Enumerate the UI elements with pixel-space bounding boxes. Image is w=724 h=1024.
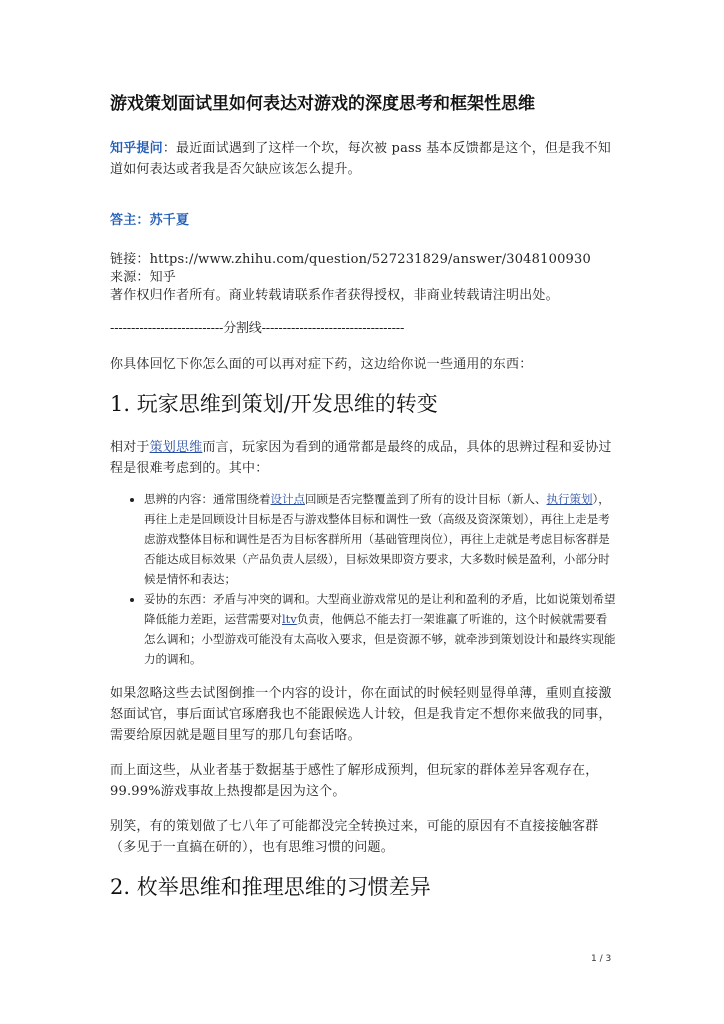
intro-paragraph: 你具体回忆下你怎么面的可以再对症下药，这边给你说一些通用的东西： bbox=[110, 357, 533, 372]
bullet1-text-b: 回顾是否完整覆盖到了所有的设计目标（新人、 bbox=[305, 492, 547, 506]
question-paragraph bbox=[110, 138, 616, 180]
separator-line: ---------------------------分割线---------------------------------- bbox=[110, 321, 405, 336]
document-title: 游戏策划面试里如何表达对游戏的深度思考和框架性思维 bbox=[110, 94, 535, 114]
question-label: 知乎提问 bbox=[110, 141, 163, 156]
section1-paragraph2: 如果忽略这些去试图倒推一个内容的设计，你在面试的时候轻则显得单薄，重则直接激怒面试官，事后面试官琢磨我也不能跟候选人计较，但是我肯定不想你来做我的同事，需要给原因就是题目里写的那几句套话咯。 bbox=[110, 686, 612, 743]
bullet2-text-a: 妥协的东西：矛盾与冲突的调和。大型商业游戏常见的是让利和盈利的矛盾，比如说策划希望降低能力差距，运营需要对 bbox=[144, 592, 616, 626]
section1-paragraph1 bbox=[110, 437, 616, 479]
executive-planner-link[interactable]: 执行策划 bbox=[546, 492, 593, 506]
bullet-deliberation bbox=[144, 489, 616, 589]
ltv-link[interactable]: ltv bbox=[282, 612, 297, 626]
section1-p1-text-b: 而言，玩家因为看到的通常都是最终的成品，具体的思辨过程和妥协过程是很难考虑到的。其中： bbox=[110, 440, 612, 476]
section1-p1-text-a: 相对于 bbox=[110, 440, 150, 455]
section1-heading: 1. 玩家思维到策划/开发思维的转变 bbox=[110, 392, 438, 416]
meta-link: 链接：https://www.zhihu.com/question/527231829/answer/3048100930 bbox=[110, 252, 591, 267]
bullet1-text-c: ），再往上走是回顾设计目标是否与游戏整体目标和调性一致（高级及资深策划），再往上走是考虑游戏整体目标和调性是否为目标客群所用（基础管理岗位），再往上走就是考虑目标客群是否能达成目标效果（产品负责人层级），目标效果即资方要求，大多数时候是盈利，小部分时候是情怀和表达； bbox=[144, 492, 610, 586]
source-meta bbox=[110, 251, 616, 305]
planning-thinking-link[interactable]: 策划思维 bbox=[149, 440, 203, 455]
question-text: 最近面试遇到了这样一个坎，每次被 pass 基本反馈都是这个，但是我不知道如何表达或者我是否欠缺应该怎么提升。 bbox=[110, 141, 611, 177]
answer-author: 苏千夏 bbox=[149, 213, 190, 228]
design-point-link[interactable]: 设计点 bbox=[270, 492, 305, 506]
meta-source: 来源：知乎 bbox=[110, 270, 177, 285]
section1-paragraph4: 别笑，有的策划做了七八年了可能都没完全转换过来，可能的原因有不直接接触客群（多见于一直搞在研的），也有思维习惯的问题。 bbox=[110, 819, 599, 855]
bullet-compromise bbox=[144, 589, 616, 669]
document-body bbox=[110, 92, 616, 920]
answer-line bbox=[110, 210, 616, 231]
answer-label: 答主： bbox=[110, 213, 150, 228]
question-colon: ： bbox=[162, 141, 177, 156]
page-number: 1 / 3 bbox=[591, 954, 612, 964]
section1-paragraph3: 而上面这些，从业者基于数据基于感性了解形成预判，但玩家的群体差异客观存在，99.99%游戏事故上热搜都是因为这个。 bbox=[110, 763, 599, 799]
section2-heading: 2. 枚举思维和推理思维的习惯差异 bbox=[110, 875, 431, 899]
section1-bullet-list bbox=[110, 489, 616, 669]
meta-copyright: 著作权归作者所有。商业转载请联系作者获得授权，非商业转载请注明出处。 bbox=[110, 288, 559, 303]
bullet1-text-a: 思辨的内容：通常围绕着 bbox=[144, 492, 271, 506]
bullet2-text-b: 负责，他俩总不能去打一架谁赢了听谁的，这个时候就需要看怎么调和；小型游戏可能没有太高收入要求，但是资源不够，就牵涉到策划设计和最终实现能力的调和。 bbox=[144, 612, 616, 666]
